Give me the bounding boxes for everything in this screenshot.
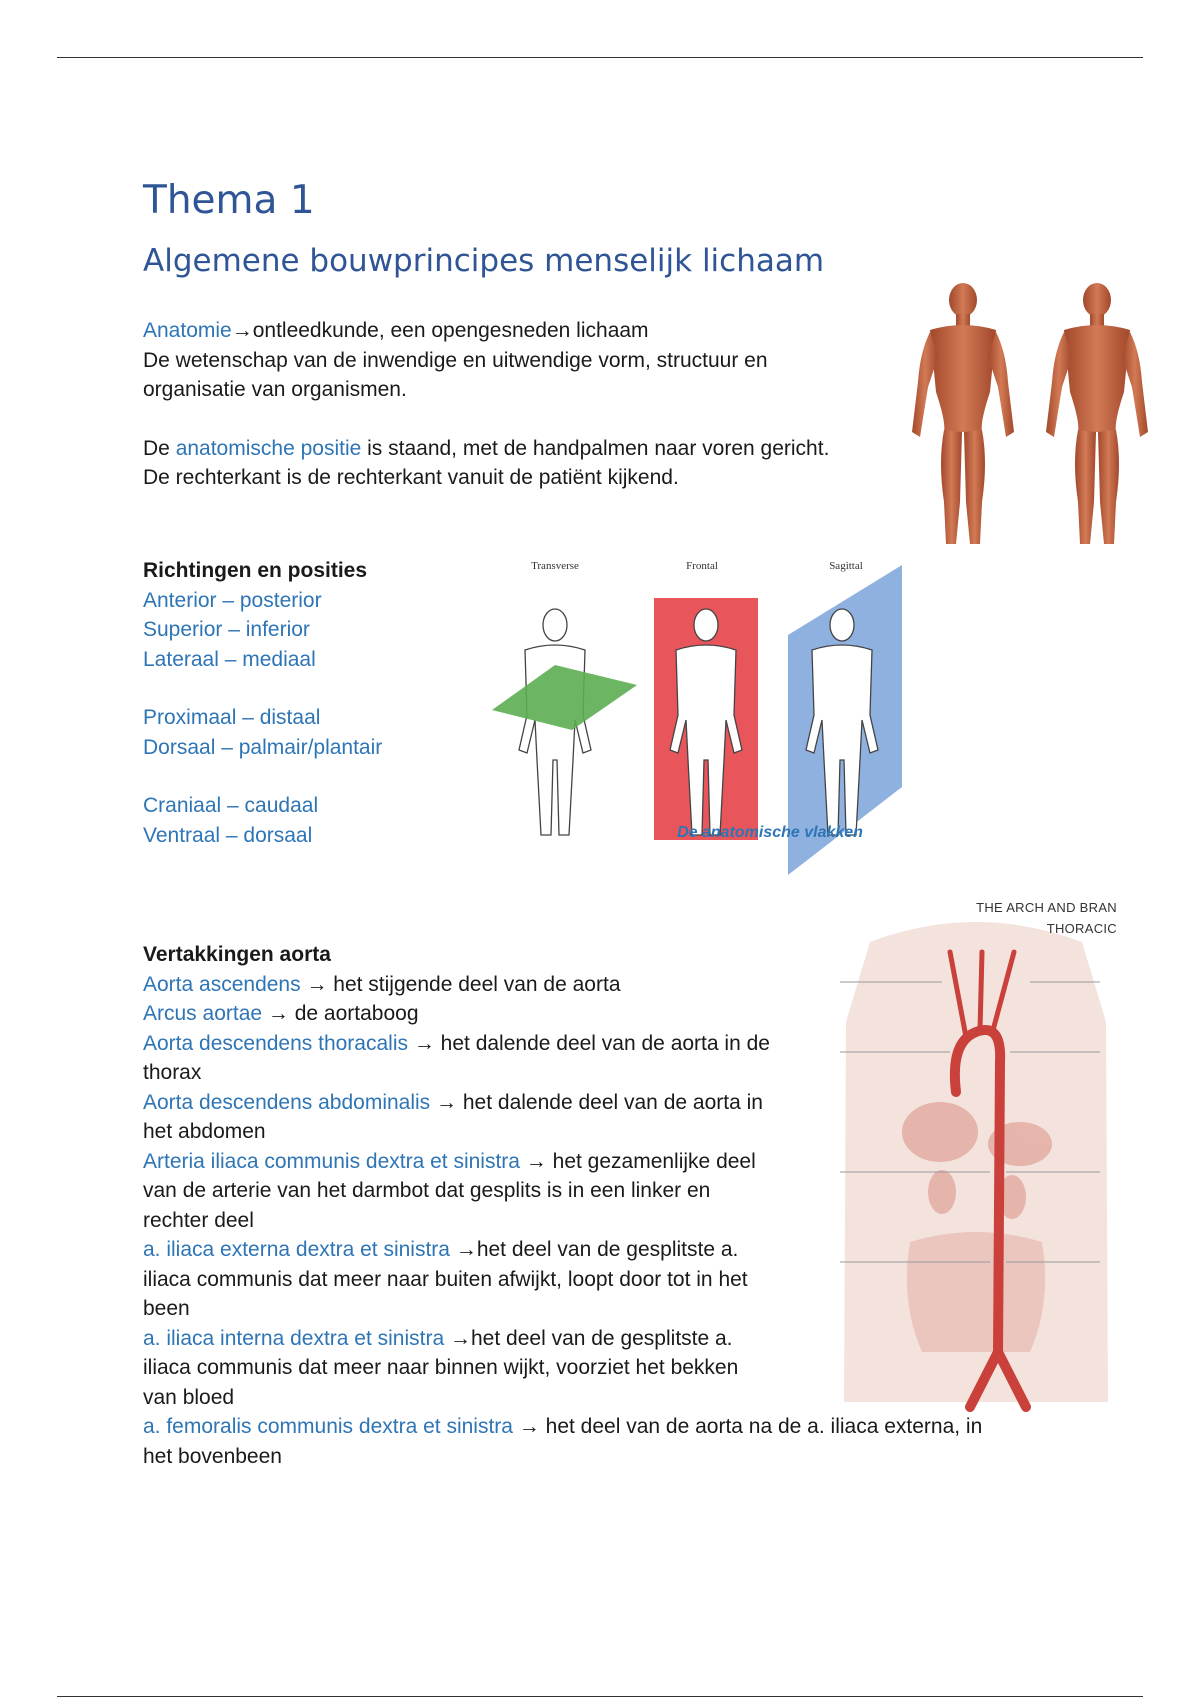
intro-line-3: organisatie van organismen. [143,378,407,401]
aorta-entry-line [143,1324,1043,1354]
direction-item: Anterior – posterior [143,588,322,612]
arrow-icon: → [444,1326,471,1350]
aorta-figure-title-line-2: THORACIC [1046,921,1117,936]
aorta-entries [143,970,1043,1472]
arrow-icon: → [512,1415,546,1438]
aorta-entry-line [143,970,1043,1000]
arrow-icon: → [430,1090,463,1114]
anatomie-definition [143,316,863,346]
aorta-entry-desc: het gezamenlijke deel [552,1149,756,1173]
plane-label-sagittal: Sagittal [829,560,863,572]
aorta-entry-term: a. femoralis communis dextra et sinistra [143,1415,513,1438]
aorta-entry-line: iliaca communis dat meer naar buiten afwijkt, loopt door tot in het [143,1267,748,1291]
header-rule [57,57,1143,58]
direction-item: Dorsaal – palmair/plantair [143,735,383,759]
aorta-entry-line [143,1412,1043,1442]
direction-item: Lateraal – mediaal [143,647,316,671]
directions-heading: Richtingen en posities [143,559,368,582]
aorta-figure-title-line-1: THE ARCH AND BRAN [976,900,1117,915]
aorta-entry-line: been [143,1297,190,1320]
aorta-entry-line: rechter deel [143,1208,254,1232]
aorta-entry-desc: het dalende deel van de aorta in [462,1090,763,1114]
pos-term: anatomische positie [175,436,362,460]
position-line-2: De rechterkant is de rechterkant vanuit de patiënt kijkend. [143,466,679,489]
arrow-icon: → [408,1031,441,1055]
muscle-figures-image [890,272,1170,557]
planes-caption: De anatomische vlakken [677,824,863,841]
aorta-entry-line: iliaca communis dat meer naar binnen wijkt, voorziet het bekken [143,1356,739,1379]
aorta-entry-term: Aorta descendens thoracalis [143,1031,408,1055]
aorta-entry-desc: het deel van de gesplitste a. [471,1326,733,1350]
direction-item: Proximaal – distaal [143,706,321,729]
aorta-entry-desc: het stijgende deel van de aorta [333,972,621,996]
aorta-entry-term: Arteria iliaca communis dextra et sinistra [143,1149,520,1173]
plane-label-transverse: Transverse [531,560,579,572]
aorta-section [143,940,1043,1471]
transverse-plane [492,665,637,730]
direction-item: Craniaal – caudaal [143,794,319,817]
aorta-entry-desc: het deel van de aorta na de a. iliaca externa, in [545,1415,983,1438]
aorta-figure-title [940,897,1117,939]
anatomical-planes-figure [492,545,902,875]
aorta-entry-term: a. iliaca externa dextra et sinistra [143,1238,450,1261]
intro-section [143,316,863,493]
aorta-entry-term: a. iliaca interna dextra et sinistra [143,1326,445,1350]
aorta-entry-line [143,1029,1043,1059]
directions-section [143,556,483,850]
arrow-icon: → [300,972,334,996]
arrow-icon: → [262,1002,295,1025]
aorta-entry-line: van de arterie van het darmbot dat gesplits is in een linker en [143,1179,711,1202]
direction-item: Superior – inferior [143,618,310,641]
aorta-entry-desc: de aortaboog [294,1002,419,1025]
back-figure [1046,283,1148,544]
aorta-entry-line: van bloed [143,1385,235,1409]
aorta-entry-line: het bovenbeen [143,1444,282,1468]
aorta-entry-desc: het dalende deel van de aorta in de [440,1031,770,1055]
pos-rest: is staand, met de handpalmen naar voren gericht. [361,436,830,460]
direction-item: Ventraal – dorsaal [143,823,313,847]
aorta-entry-desc: het deel van de gesplitste a. [476,1238,739,1261]
aorta-entry-term: Arcus aortae [143,1002,263,1025]
aorta-entry-line [143,999,1043,1029]
pos-prefix: De [143,436,176,460]
aorta-entry-line [143,1147,1043,1177]
intro-line-2: De wetenschap van de inwendige en uitwendige vorm, structuur en [143,348,768,372]
position-sentence [143,434,863,464]
aorta-entry-line: het abdomen [143,1120,266,1143]
aorta-entry-term: Aorta ascendens [143,972,301,996]
front-figure [912,283,1014,544]
footer-rule [57,1696,1143,1697]
anatomie-def: →ontleedkunde, een opengesneden lichaam [231,319,649,342]
aorta-entry-term: Aorta descendens abdominalis [143,1090,431,1114]
aorta-entry-line: thorax [143,1061,202,1084]
aorta-entry-line [143,1088,1043,1118]
arrow-icon: → [449,1238,477,1261]
plane-label-frontal: Frontal [686,560,718,572]
aorta-entry-line [143,1235,1043,1265]
page-title: Thema 1 [143,178,315,223]
arrow-icon: → [519,1149,553,1173]
anatomie-term: Anatomie [143,319,232,342]
page-subtitle: Algemene bouwprincipes menselijk lichaam [143,243,825,279]
aorta-heading: Vertakkingen aorta [143,943,331,966]
